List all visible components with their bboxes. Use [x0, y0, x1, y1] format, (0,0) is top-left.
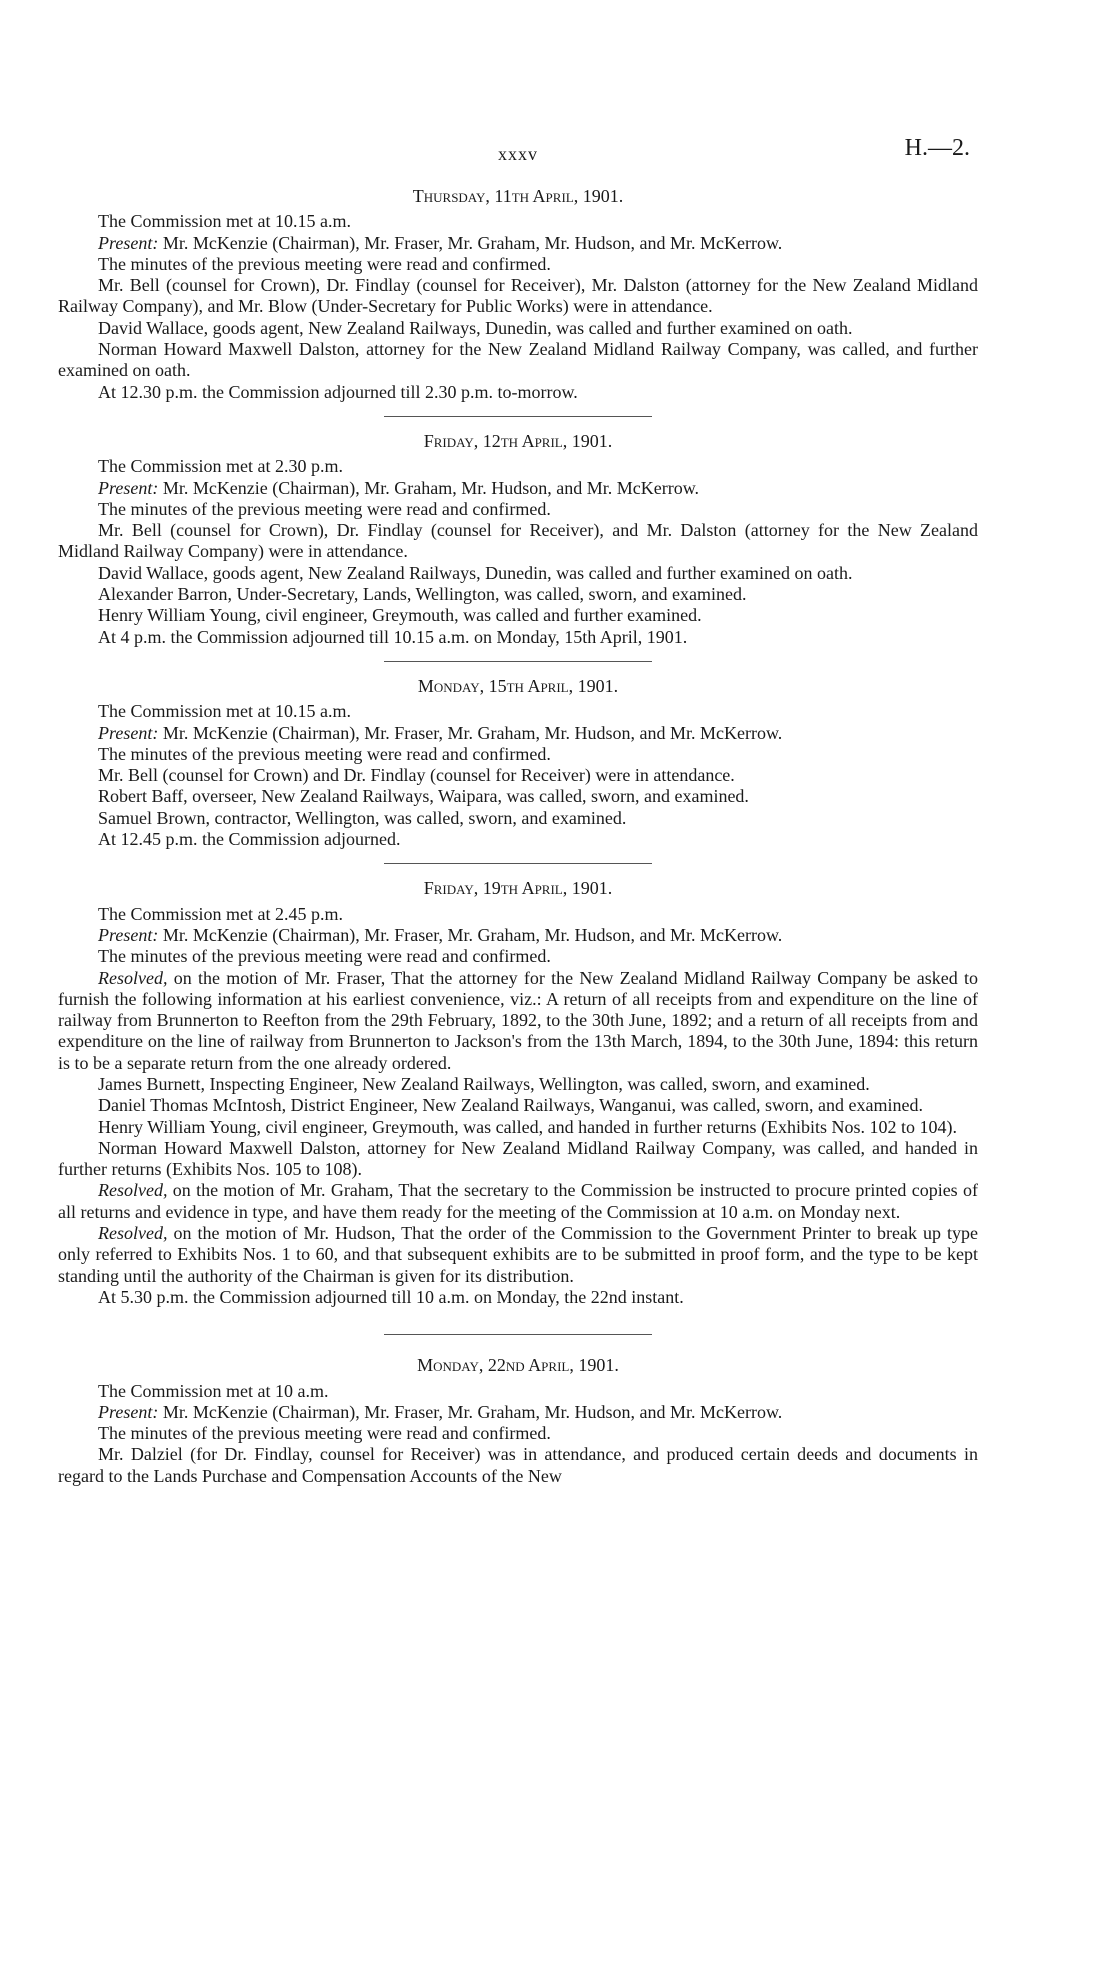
- section-divider: [384, 416, 652, 417]
- paragraph-text: Mr. McKenzie (Chairman), Mr. Fraser, Mr. Graham, Mr. Hudson, and Mr. McKerrow.: [158, 924, 783, 945]
- minute-paragraph: [58, 318, 978, 339]
- meeting-date: Monday, 22nd April, 1901.: [417, 1355, 619, 1376]
- paragraph-text: on the motion of Mr. Fraser, That the attorney for the New Zealand Midland Railway Company be asked to furnish the following information at his earliest convenience, viz.: A return of all receipts from and expenditure on the line of railway from Brunnerton to Reefton from the 29th February, 1892, to the 30th June, 1892; and a return of all receipts from and expenditure on the line of railway from Brunnerton to Jackson's from the 13th March, 1894, to the 30th June, 1894: this return is to be a separate return from the one already ordered.: [58, 967, 978, 1073]
- minute-paragraph: [58, 233, 978, 254]
- meeting-section: [58, 1355, 978, 1487]
- paragraph-text: Mr. Bell (counsel for Crown) and Dr. Findlay (counsel for Receiver) were in attendance.: [98, 765, 735, 786]
- section-divider: [384, 1334, 652, 1335]
- minute-paragraph: [58, 1287, 978, 1308]
- minute-paragraph: [58, 829, 978, 850]
- paragraph-text: Alexander Barron, Under-Secretary, Lands, Wellington, was called, sworn, and examined.: [98, 584, 747, 605]
- paragraph-text: At 12.30 p.m. the Commission adjourned till 2.30 p.m. to-morrow.: [98, 381, 578, 402]
- minute-paragraph: [58, 478, 978, 499]
- paragraph-text: The minutes of the previous meeting were read and confirmed.: [98, 253, 551, 274]
- minute-paragraph: [58, 499, 978, 520]
- minute-paragraph: [58, 627, 978, 648]
- paragraph-lead: Present:: [98, 722, 159, 743]
- minute-paragraph: [58, 808, 978, 829]
- minute-paragraph: [58, 584, 978, 605]
- minute-paragraph: [58, 1381, 978, 1402]
- minute-paragraph: [58, 701, 978, 722]
- paragraph-lead: Resolved,: [98, 1223, 168, 1244]
- paragraph-text: on the motion of Mr. Hudson, That the order of the Commission to the Government Printer to break up type only referred to Exhibits Nos. 1 to 60, and that subsequent exhibits are to be submitted in proof form, and the type to be kept standing until the authority of the Chairman is given for its distribution.: [58, 1223, 978, 1286]
- paragraph-text: The minutes of the previous meeting were read and confirmed.: [98, 743, 551, 764]
- paragraph-lead: Present:: [98, 1401, 159, 1422]
- minute-paragraph: [58, 786, 978, 807]
- page-header: [58, 135, 978, 168]
- paragraph-text: At 4 p.m. the Commission adjourned till 10.15 a.m. on Monday, 15th April, 1901.: [98, 626, 688, 647]
- minute-paragraph: [58, 1402, 978, 1423]
- paragraph-lead: Present:: [98, 924, 159, 945]
- paragraph-lead: Resolved,: [98, 1180, 168, 1201]
- meeting-date: Monday, 15th April, 1901.: [417, 675, 619, 696]
- paragraph-text: Norman Howard Maxwell Dalston, attorney for New Zealand Midland Railway Company, was called, and handed in further returns (Exhibits Nos. 105 to 108).: [58, 1137, 978, 1180]
- paragraph-text: At 12.45 p.m. the Commission adjourned.: [98, 829, 401, 850]
- minute-paragraph: [58, 339, 978, 382]
- paragraph-text: James Burnett, Inspecting Engineer, New Zealand Railways, Wellington, was called, sworn, and examined.: [98, 1073, 870, 1094]
- minute-paragraph: [58, 925, 978, 946]
- paragraph-lead: Present:: [98, 477, 159, 498]
- minute-paragraph: [58, 1444, 978, 1487]
- paragraph-text: The Commission met at 10 a.m.: [98, 1380, 329, 1401]
- minute-paragraph: [58, 254, 978, 275]
- paragraph-text: Mr. Bell (counsel for Crown), Dr. Findlay (counsel for Receiver), Mr. Dalston (attorney for the New Zealand Midland Railway Company), and Mr. Blow (Under-Secretary for Public Works) were in attendance.: [58, 275, 978, 317]
- paragraph-text: Mr. Dalziel (for Dr. Findlay, counsel for Receiver) was in attendance, and produced certain deeds and documents in regard to the Lands Purchase and Compensation Accounts of the New: [58, 1444, 978, 1486]
- minute-paragraph: [58, 1223, 978, 1287]
- paragraph-text: Henry William Young, civil engineer, Greymouth, was called and further examined.: [98, 605, 702, 626]
- paragraph-text: Mr. McKenzie (Chairman), Mr. Graham, Mr. Hudson, and Mr. McKerrow.: [158, 477, 700, 498]
- minute-paragraph: [58, 1180, 978, 1223]
- section-divider: [384, 863, 652, 864]
- minute-paragraph: [58, 211, 978, 232]
- section-divider: [384, 661, 652, 662]
- meeting-date: Thursday, 11th April, 1901.: [412, 186, 624, 206]
- paragraph-text: Samuel Brown, contractor, Wellington, was called, sworn, and examined.: [98, 807, 627, 828]
- meeting-date: Friday, 12th April, 1901.: [423, 430, 613, 451]
- minute-paragraph: [58, 946, 978, 967]
- paragraph-text: David Wallace, goods agent, New Zealand Railways, Dunedin, was called and further examined on oath.: [98, 562, 853, 583]
- paragraph-text: The Commission met at 2.30 p.m.: [98, 456, 343, 477]
- meeting-date: Friday, 19th April, 1901.: [423, 878, 613, 899]
- minute-paragraph: [58, 382, 978, 403]
- minute-paragraph: [58, 563, 978, 584]
- minute-paragraph: [58, 744, 978, 765]
- meeting-section: [58, 676, 978, 850]
- meeting-section: [58, 186, 978, 403]
- minute-paragraph: [58, 605, 978, 626]
- paragraph-text: Mr. McKenzie (Chairman), Mr. Fraser, Mr. Graham, Mr. Hudson, and Mr. McKerrow.: [158, 1401, 783, 1422]
- paragraph-text: Daniel Thomas McIntosh, District Engineer, New Zealand Railways, Wanganui, was called, sworn, and examined.: [98, 1095, 923, 1116]
- minute-paragraph: [58, 1074, 978, 1095]
- paragraph-text: The minutes of the previous meeting were read and confirmed.: [98, 946, 551, 967]
- minute-paragraph: [58, 1117, 978, 1138]
- minute-paragraph: [58, 1423, 978, 1444]
- paragraph-text: Mr. McKenzie (Chairman), Mr. Fraser, Mr. Graham, Mr. Hudson, and Mr. McKerrow.: [158, 232, 783, 253]
- paragraph-text: The minutes of the previous meeting were read and confirmed.: [98, 498, 551, 519]
- paragraph-text: on the motion of Mr. Graham, That the secretary to the Commission be instructed to procure printed copies of all returns and evidence in type, and have them ready for the meeting of the Commission at 10 a.m. on Monday next.: [58, 1180, 978, 1222]
- minute-paragraph: [58, 275, 978, 318]
- minute-paragraph: [58, 520, 978, 563]
- paragraph-text: Robert Baff, overseer, New Zealand Railways, Waipara, was called, sworn, and examined.: [98, 786, 749, 807]
- minute-paragraph: [58, 765, 978, 786]
- document-reference: H.—2.: [904, 135, 970, 161]
- paragraph-text: Mr. Bell (counsel for Crown), Dr. Findlay (counsel for Receiver), and Mr. Dalston (attorney for the New Zealand Midland Railway Company) were in attendance.: [58, 520, 978, 562]
- paragraph-text: The minutes of the previous meeting were read and confirmed.: [98, 1423, 551, 1444]
- paragraph-text: The Commission met at 2.45 p.m.: [98, 903, 343, 924]
- page-number: xxxv: [498, 144, 538, 164]
- meeting-section: [58, 431, 978, 648]
- meeting-section: [58, 878, 978, 1308]
- document-page: [58, 135, 978, 1487]
- paragraph-text: Mr. McKenzie (Chairman), Mr. Fraser, Mr. Graham, Mr. Hudson, and Mr. McKerrow.: [158, 722, 783, 743]
- paragraph-text: Norman Howard Maxwell Dalston, attorney for the New Zealand Midland Railway Company, was called, and further examined on oath.: [58, 339, 978, 381]
- paragraph-lead: Resolved,: [98, 967, 168, 988]
- paragraph-text: Henry William Young, civil engineer, Greymouth, was called, and handed in further returns (Exhibits Nos. 102 to 104).: [98, 1116, 958, 1137]
- minutes-body: [58, 186, 978, 1487]
- paragraph-text: David Wallace, goods agent, New Zealand Railways, Dunedin, was called and further examined on oath.: [98, 317, 853, 338]
- minute-paragraph: [58, 1138, 978, 1181]
- paragraph-text: At 5.30 p.m. the Commission adjourned till 10 a.m. on Monday, the 22nd instant.: [98, 1286, 684, 1307]
- minute-paragraph: [58, 1095, 978, 1116]
- minute-paragraph: [58, 456, 978, 477]
- paragraph-lead: Present:: [98, 232, 159, 253]
- minute-paragraph: [58, 968, 978, 1074]
- paragraph-text: The Commission met at 10.15 a.m.: [98, 701, 351, 722]
- minute-paragraph: [58, 723, 978, 744]
- paragraph-text: The Commission met at 10.15 a.m.: [98, 211, 351, 232]
- minute-paragraph: [58, 904, 978, 925]
